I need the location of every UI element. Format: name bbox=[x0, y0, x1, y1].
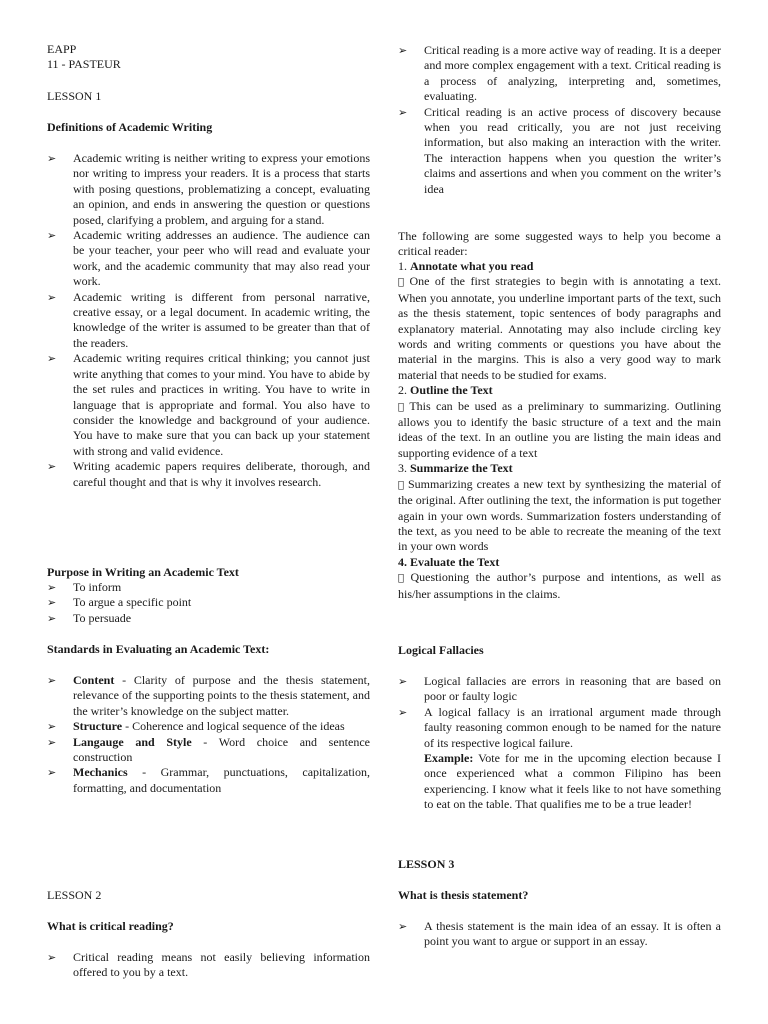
list-item: ➢ To persuade bbox=[47, 611, 370, 626]
definitions-list bbox=[47, 151, 370, 490]
list-item bbox=[47, 673, 370, 719]
step-title bbox=[398, 259, 721, 274]
list-item bbox=[47, 765, 370, 796]
standard-desc: - Clarity of purpose and the thesis statement, relevance of the supporting points to the thesis statement, and the writer’s knowledge on the subject matter. bbox=[73, 673, 370, 718]
example-text: Vote for me in the upcoming election because I once experienced what a common Filipino has been experiencing. I know what it feels like to not have something to eat on the table. That qualifies me to be a true leader! bbox=[424, 751, 721, 812]
lesson-3-title: LESSON 3 bbox=[398, 857, 455, 871]
list-item: ➢ To argue a specific point bbox=[47, 595, 370, 610]
step-body bbox=[398, 570, 721, 602]
purpose-list bbox=[47, 580, 370, 626]
step-title bbox=[398, 383, 721, 398]
list-item: ➢ Academic writing addresses an audience. The audience can be your teacher, your peer who will read and evaluate your work, and the academic community that may also read your work. bbox=[47, 228, 370, 290]
critical-reading-heading: What is critical reading? bbox=[47, 919, 174, 933]
list-item: ➢ Critical reading is an active process of discovery because when you read critically, you are not just receiving information, but also making an interaction with the writer. The interaction happens when you question the writer’s claims and assertions and when you comment on the writer’s idea bbox=[398, 105, 721, 197]
fallacy-definition: A logical fallacy is an irrational argument made through faulty reasoning common enough to be named for the nature of its respective logical failure. bbox=[424, 704, 721, 750]
standards-list bbox=[47, 673, 370, 796]
thesis-list bbox=[398, 919, 721, 950]
critical-reader-steps bbox=[398, 259, 721, 602]
fallacies-list bbox=[398, 674, 721, 813]
logical-fallacies-heading: Logical Fallacies bbox=[398, 643, 484, 657]
step-body bbox=[398, 477, 721, 555]
standard-desc: - Coherence and logical sequence of the ideas bbox=[122, 719, 345, 734]
critical-reading-list-continued bbox=[398, 43, 721, 197]
step-title bbox=[398, 555, 721, 570]
step-number: 3. bbox=[398, 461, 410, 476]
standard-desc: - Word choice and sentence construction bbox=[73, 734, 370, 765]
list-item bbox=[47, 735, 370, 766]
list-item bbox=[398, 705, 721, 813]
purpose-heading: Purpose in Writing an Academic Text bbox=[47, 565, 239, 579]
list-item: ➢ Academic writing is neither writing to express your emotions nor writing to impress your readers. It is a process that starts with posing questions, problematizing a concept, evaluating an opinion, and ends in answering the question or questions posed, clarifying a problem, and arguing for a stand. bbox=[47, 151, 370, 228]
standard-term: Content bbox=[73, 673, 115, 687]
list-item: ➢ Academic writing requires critical thinking; you cannot just write anything that comes to your mind. You have to abide by the set rules and practices in writing. You have to write in language that is appropriate and formal. You also have to consider the knowledge and background of your audience. You have to make sure that you can back up your statement with strong and valid evidence. bbox=[47, 351, 370, 459]
standard-term: Langauge and Style bbox=[73, 734, 192, 749]
step-number: 2. bbox=[398, 383, 410, 398]
step-body bbox=[398, 399, 721, 462]
section-label: 11 - PASTEUR bbox=[47, 57, 121, 72]
lesson-2-title: LESSON 2 bbox=[47, 888, 102, 902]
standards-heading: Standards in Evaluating an Academic Text: bbox=[47, 642, 270, 656]
step-text: This can be used as a preliminary to summarizing. Outlining allows you to identify the basic structure of a text and the main ideas of the text. In an outline you are listing the main ideas and supporting evidence of a text bbox=[398, 398, 721, 460]
standard-term: Mechanics bbox=[73, 765, 128, 780]
step-title bbox=[398, 461, 721, 476]
list-item bbox=[47, 719, 370, 734]
step-body bbox=[398, 274, 721, 383]
list-item: ➢ A thesis statement is the main idea of an essay. It is often a point you want to argue or support in an essay. bbox=[398, 919, 721, 950]
step-heading: Summarize the Text bbox=[410, 461, 513, 476]
ways-intro: The following are some suggested ways to help you become a critical reader: bbox=[398, 229, 721, 259]
standard-desc: - Grammar, punctuations, capitalization, formatting, and documentation bbox=[73, 765, 370, 795]
list-item: ➢ Academic writing is different from personal narrative, creative essay, or a legal document. In academic writing, the knowledge of the writer is assumed to be greater than that of the readers. bbox=[47, 290, 370, 352]
standard-term: Structure bbox=[73, 719, 123, 734]
lesson-1-title: LESSON 1 bbox=[47, 89, 102, 103]
list-item: ➢ To inform bbox=[47, 580, 370, 595]
step-number: 4. bbox=[398, 554, 410, 569]
step-text: One of the first strategies to begin with is annotating a text. When you annotate, you underline important parts of the text, such as the thesis statement, topic sentences of body paragraphs and explanatory material. Annotating may also include circling key words and writing comments or questions you have about the material in the margins. This is also a very good way to mark material that needs to be studied for exams. bbox=[398, 274, 721, 382]
subject-label: EAPP bbox=[47, 42, 77, 56]
step-text: Questioning the author’s purpose and intentions, as well as his/her assumptions in the claims. bbox=[398, 570, 721, 601]
thesis-heading: What is thesis statement? bbox=[398, 888, 529, 902]
list-item: ➢ Critical reading means not easily believing information offered to you by a text. bbox=[47, 950, 370, 981]
step-number: 1. bbox=[398, 259, 410, 273]
step-text: Summarizing creates a new text by synthesizing the material of the original. After outlining the text, the information is put together again in your own words. Summarization fosters understanding of the text, as you need to be able to recreate the meaning of the text in your own words bbox=[398, 476, 721, 554]
definitions-heading: Definitions of Academic Writing bbox=[47, 120, 213, 134]
example-label: Example: bbox=[424, 751, 474, 766]
step-heading: Annotate what you read bbox=[410, 259, 534, 273]
critical-reading-list bbox=[47, 950, 370, 981]
list-item: ➢ Logical fallacies are errors in reasoning that are based on poor or faulty logic bbox=[398, 674, 721, 705]
step-heading: Outline the Text bbox=[410, 383, 493, 398]
list-item: ➢ Writing academic papers requires deliberate, thorough, and careful thought and that is why it involves research. bbox=[47, 459, 370, 490]
header-block bbox=[47, 42, 370, 73]
step-heading: Evaluate the Text bbox=[410, 554, 500, 569]
list-item: ➢ Critical reading is a more active way of reading. It is a deeper and more complex engagement with a text. Critical reading is a process of analyzing, interpreting and, sometimes, evaluating. bbox=[398, 43, 721, 105]
